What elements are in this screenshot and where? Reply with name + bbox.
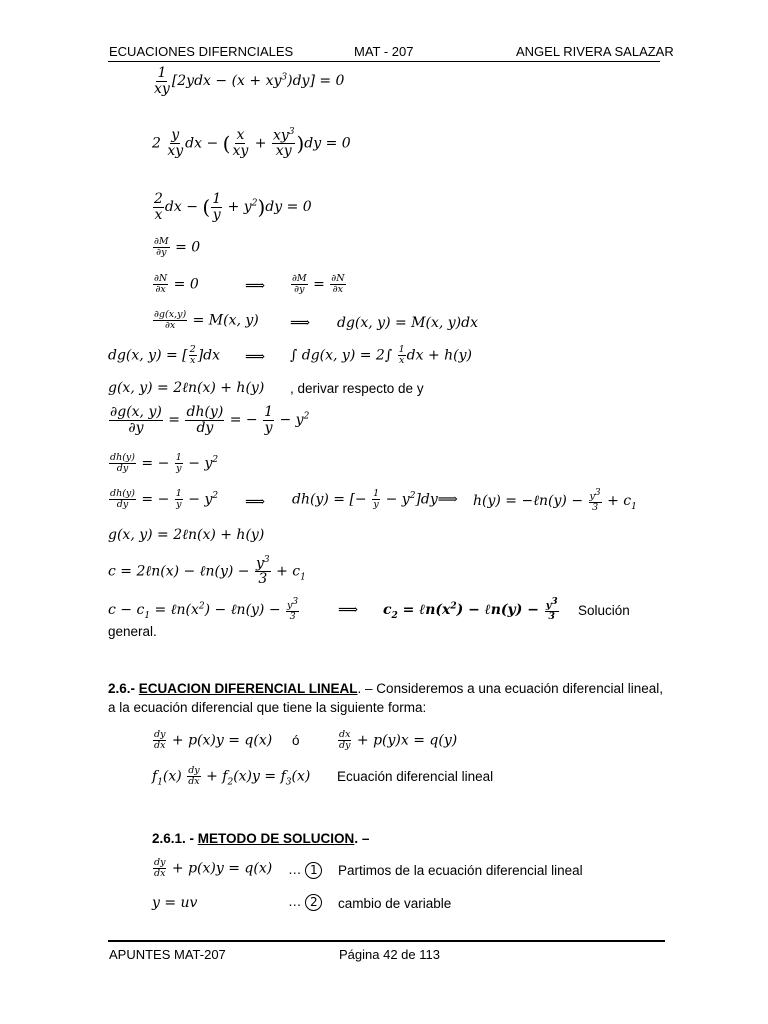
equation-exact-condition: $\frac{\partial M}{\partial y}$ = $\frac{\partial N}{\partial x}$ <box>292 273 345 295</box>
footer-rule <box>108 940 665 942</box>
label-general: general. <box>108 624 157 639</box>
equation-dg-dx: $\frac{\partial g(x,y)}{\partial x}$ = M(x, y) <box>154 309 259 331</box>
implies-arrow-1: ⟹ <box>245 278 266 294</box>
header-course: ECUACIONES DIFERNCIALES <box>109 44 294 59</box>
implies-arrow-3: ⟹ <box>245 349 266 365</box>
equation-dh-dy-2: $\frac{dh(y)}{dy}$ = − $\frac{1}{y}$ − $y^2$ <box>110 488 219 510</box>
label-linear-equation: Ecuación diferencial lineal <box>337 769 494 784</box>
equation-g-result: g(x, y) = 2ℓn(x) + h(y) <box>108 380 265 396</box>
equation-dh-dy: $\frac{dh(y)}{dy}$ = − $\frac{1}{y}$ − $y^2$ <box>110 452 219 474</box>
header-author: ANGEL RIVERA SALAZAR <box>516 44 674 59</box>
equation-dg-2x: dg(x, y) = [ $\frac{2}{x}$ ]dx <box>108 344 221 366</box>
equation-dh: dh(y) = [− $\frac{1}{y}$ − $y^2]dy⟹$ <box>292 488 458 510</box>
equation-g-again: g(x, y) = 2ℓn(x) + h(y) <box>108 527 265 543</box>
equation-h: h(y) = −ℓn(y) − $\frac{y3}{3}$ + $c_1$ <box>473 488 637 514</box>
circled-number-1: 1 <box>305 862 322 879</box>
section-2-6-line2: a la ecuación diferencial que tiene la siguiente forma: <box>108 700 427 715</box>
equation-general-solution: $c_2$ = $\ell n(x^2)$ − ℓn(y) − $\frac{y3}{3}$ <box>383 597 558 623</box>
equation-dg-mdx: dg(x, y) = M(x, y)dx <box>337 315 479 331</box>
implies-arrow-2: ⟹ <box>290 315 311 331</box>
ellipsis: … <box>288 862 302 877</box>
footer-left: APUNTES MAT-207 <box>109 947 226 962</box>
equation-dn-dx: $\frac{\partial N}{\partial x}$ = 0 <box>154 273 199 295</box>
footer-page: Página 42 de 113 <box>339 947 440 962</box>
equation-dg-dy: $\frac{\partial g(x, y)}{\partial y}$ = $\frac{dh(y)}{dy}$ = − $\frac{1}{y}$ − $y^2$ <box>110 404 310 436</box>
subsection-dash: . – <box>354 831 370 846</box>
equation-c: c = 2ℓn(x) − ℓn(y) − $\frac{y^3}{3}$ + $c_1$ <box>108 555 306 588</box>
section-number: 2.6.- <box>108 681 136 696</box>
ellipsis: … <box>288 894 302 909</box>
section-intro: . – Consideremos a una ecuación diferencial lineal, <box>357 681 663 696</box>
circled-number-2: 2 <box>305 894 322 911</box>
note-derivar: , derivar respecto de y <box>290 381 424 396</box>
equation-step-1: $\frac{dy}{dx}$ + p(x)y = q(x) <box>154 857 273 879</box>
header-code: MAT - 207 <box>354 44 414 59</box>
equation-step-2: y = uv <box>152 895 198 911</box>
equation-dm-dy: $\frac{\partial M}{\partial y}$ = 0 <box>154 236 201 258</box>
step-2-marker <box>288 894 322 911</box>
section-title: ECUACION DIFERENCIAL LINEAL <box>138 681 358 696</box>
equation-linear-form-alt: $\frac{dx}{dy}$ + p(y)x = q(y) <box>339 729 458 751</box>
equation-general-linear: $f_1(x)$ $\frac{dy}{dx}$ + $f_2(x)y = f_3(x)$ <box>152 765 311 788</box>
section-2-6-heading <box>108 681 663 696</box>
step-1-description: Partimos de la ecuación diferencial lineal <box>338 863 583 878</box>
header-rule <box>108 61 660 62</box>
section-2-6-1-heading <box>152 831 369 846</box>
step-2-description: cambio de variable <box>338 896 452 911</box>
label-or: ó <box>292 733 300 748</box>
step-1-marker <box>288 862 322 879</box>
equation-c-c1: $c - c_1$ = $\ell n(x^2)$ − ℓn(y) − $\frac{y3}{3}$ <box>108 597 299 623</box>
implies-arrow-5: ⟹ <box>338 602 359 618</box>
implies-arrow-4: ⟹ <box>245 494 266 510</box>
subsection-title: METODO DE SOLUCION <box>197 831 355 846</box>
equation-linear-form: $\frac{dy}{dx}$ + p(x)y = q(x) <box>154 729 273 751</box>
equation-3: $\frac{2}{x}$ dx − ( $\frac{1}{y}$ + $y^2)dy = 0$ <box>154 191 312 223</box>
equation-1: $\frac{1}{xy}$ $[2ydx - (x + xy^3)dy] = 0$ <box>154 65 345 97</box>
equation-2: 2 $\frac{y}{xy}$ dx − ( $\frac{x}{xy}$ + $\frac{xy^3}{xy}$ )dy = 0 <box>152 127 351 160</box>
label-solucion: Solución <box>578 603 630 618</box>
subsection-number: 2.6.1. - <box>152 831 195 846</box>
equation-integral-g: ∫ dg(x, y) = 2∫ $\frac{1}{x}$ dx + h(y) <box>290 344 472 366</box>
